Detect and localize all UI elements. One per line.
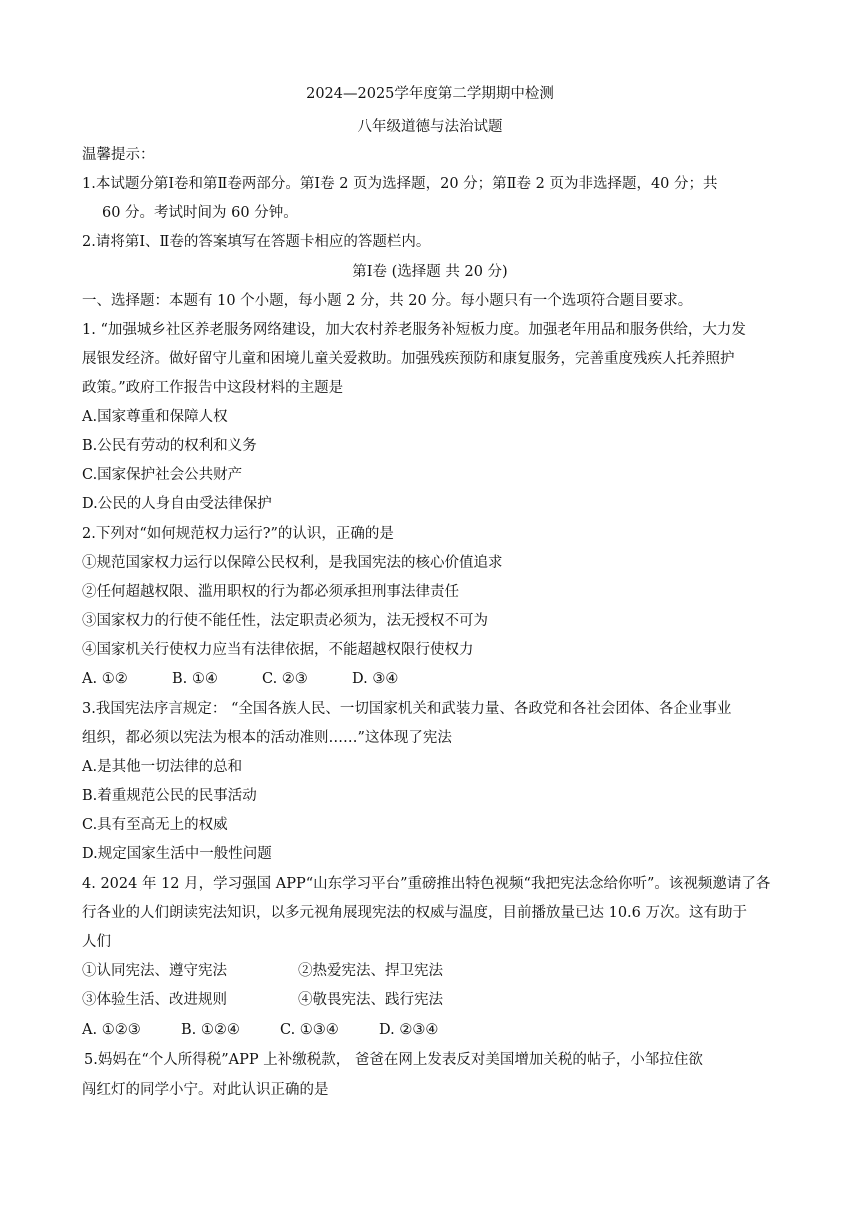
question-2-option-a: A. ①② bbox=[82, 671, 128, 687]
question-1-option-a: A.国家尊重和保障人权 bbox=[82, 409, 228, 425]
question-4-option-c: C. ①③④ bbox=[280, 1022, 339, 1038]
section-1-instruction: 一、选择题：本题有 10 个小题，每小题 2 分，共 20 分。每小题只有一个选项符合题目要求。 bbox=[82, 293, 693, 309]
question-1-line-2: 展银发经济。做好留守儿童和困境儿童关爱救助。加强残疾预防和康复服务，完善重度残疾人托养照护 bbox=[82, 351, 735, 367]
question-2-option-b: B. ①④ bbox=[172, 671, 218, 687]
exam-subtitle: 八年级道德与法治试题 bbox=[357, 119, 503, 135]
notice-item-1-line-1: 1.本试题分第Ⅰ卷和第Ⅱ卷两部分。第Ⅰ卷 2 页为选择题，20 分；第Ⅱ卷 2 页为非选择题，40 分；共 bbox=[82, 176, 718, 192]
notice-heading: 温馨提示： bbox=[82, 147, 155, 163]
notice-item-1-line-2: 60 分。考试时间为 60 分钟。 bbox=[102, 205, 298, 221]
question-3-option-d: D.规定国家生活中一般性问题 bbox=[82, 846, 272, 862]
notice-item-2: 2.请将第Ⅰ、Ⅱ卷的答案填写在答题卡相应的答题栏内。 bbox=[82, 234, 431, 250]
question-4-option-b: B. ①②④ bbox=[181, 1022, 240, 1038]
question-3-option-c: C.具有至高无上的权威 bbox=[82, 817, 228, 833]
question-2-option-d: D. ③④ bbox=[352, 671, 399, 687]
question-2-item-2: ②任何超越权限、滥用职权的行为都必须承担刑事法律责任 bbox=[82, 584, 459, 600]
question-1-line-3: 政策。”政府工作报告中这段材料的主题是 bbox=[82, 380, 344, 396]
question-4-line-2: 行各业的人们朗读宪法知识，以多元视角展现宪法的权威与温度，目前播放量已达 10.6 万次。这有助于 bbox=[82, 905, 747, 921]
question-4-line-1: 4. 2024 年 12 月，学习强国 APP“山东学习平台”重磅推出特色视频“我把宪法念给你听”。该视频邀请了各 bbox=[82, 876, 771, 892]
question-1-line-1: 1. “加强城乡社区养老服务网络建设，加大农村养老服务补短板力度。加强老年用品和服务供给，大力发 bbox=[82, 322, 746, 338]
question-2-item-1: ①规范国家权力运行以保障公民权利，是我国宪法的核心价值追求 bbox=[82, 555, 503, 571]
question-4-line-3: 人们 bbox=[82, 934, 111, 950]
question-2-options bbox=[82, 669, 398, 689]
question-4-option-d: D. ②③④ bbox=[379, 1022, 439, 1038]
question-4-option-a: A. ①②③ bbox=[82, 1022, 141, 1038]
question-5-line-2: 闯红灯的同学小宁。对此认识正确的是 bbox=[82, 1082, 329, 1098]
question-3-option-b: B.着重规范公民的民事活动 bbox=[82, 788, 257, 804]
question-1-option-c: C.国家保护社会公共财产 bbox=[82, 467, 243, 483]
question-4-options bbox=[82, 1020, 438, 1040]
exam-title: 2024—2025学年度第二学期期中检测 bbox=[306, 86, 554, 102]
question-3-line-1: 3.我国宪法序言规定： “全国各族人民、一切国家机关和武装力量、各政党和各社会团体、各企业事业 bbox=[82, 701, 732, 717]
question-3-option-a: A.是其他一切法律的总和 bbox=[82, 759, 243, 775]
question-2-option-c: C. ②③ bbox=[262, 671, 308, 687]
question-1-option-b: B.公民有劳动的权利和义务 bbox=[82, 438, 257, 454]
question-2-item-3: ③国家权力的行使不能任性，法定职责必须为，法无授权不可为 bbox=[82, 613, 488, 629]
question-2-item-4: ④国家机关行使权力应当有法律依据，不能超越权限行使权力 bbox=[82, 642, 474, 658]
section-1-title: 第Ⅰ卷 (选择题 共 20 分) bbox=[352, 264, 508, 280]
question-4-item-2: ②热爱宪法、捍卫宪法 bbox=[298, 963, 443, 979]
question-2-stem: 2.下列对“如何规范权力运行?”的认识，正确的是 bbox=[82, 526, 394, 542]
question-1-option-d: D.公民的人身自由受法律保护 bbox=[82, 496, 272, 512]
question-4-item-1: ①认同宪法、遵守宪法 bbox=[82, 963, 227, 979]
question-4-item-4: ④敬畏宪法、践行宪法 bbox=[298, 992, 443, 1008]
question-5-line-1: 5.妈妈在“个人所得税”APP 上补缴税款， 爸爸在网上发表反对美国增加关税的帖子，小邹拉住欲 bbox=[84, 1052, 703, 1068]
question-4-item-3: ③体验生活、改进规则 bbox=[82, 992, 227, 1008]
question-3-line-2: 组织，都必须以宪法为根本的活动准则……”这体现了宪法 bbox=[82, 730, 452, 746]
